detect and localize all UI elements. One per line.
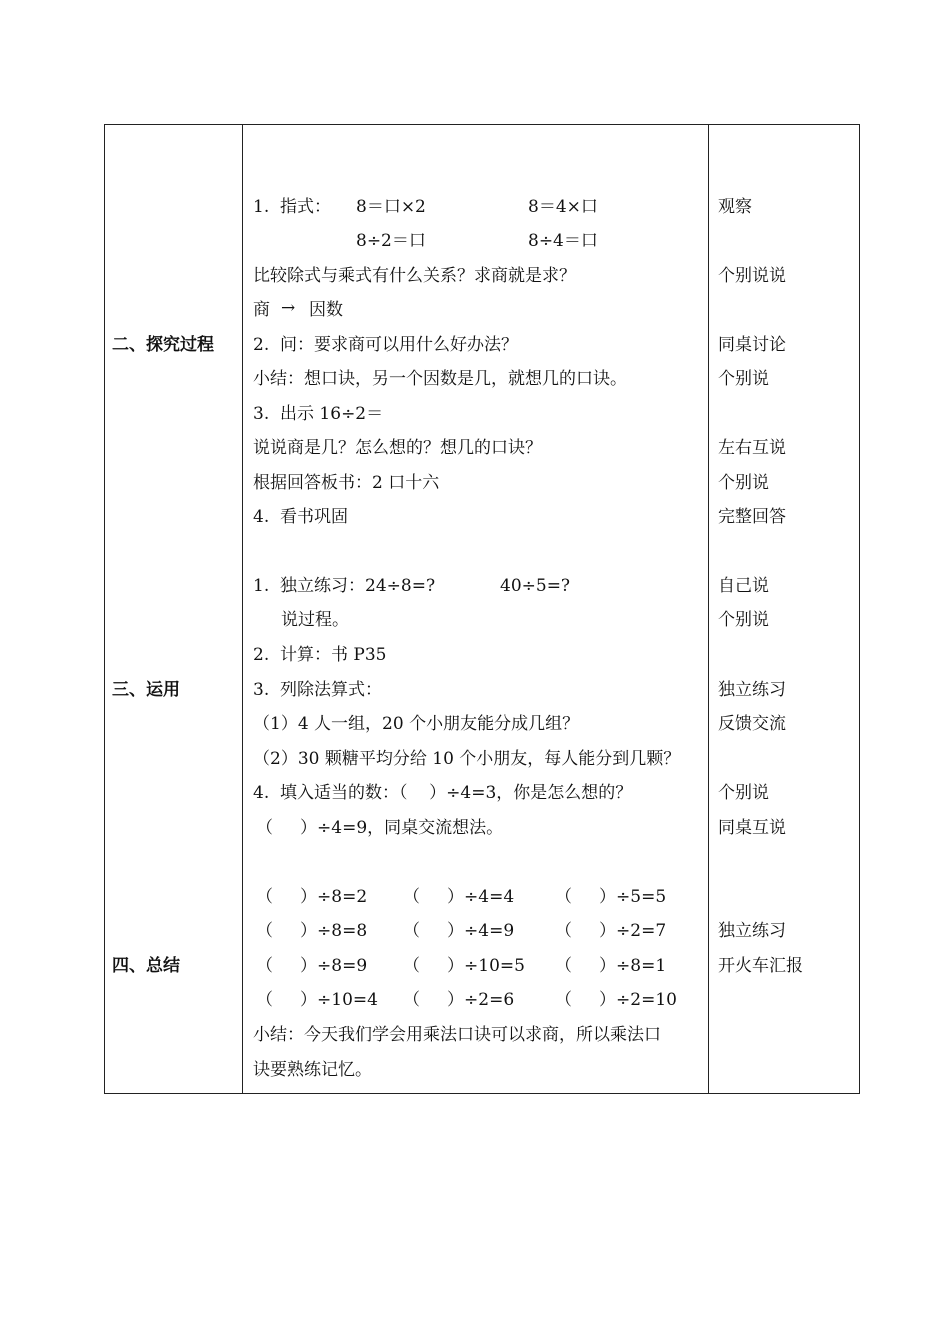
- apply-line-5: （1）4 人一组，20 个小朋友能分成几组？: [253, 714, 580, 734]
- explore-line-10: 4. 看书巩固: [253, 507, 349, 527]
- activity-item: 个别说: [718, 783, 769, 803]
- explore-line-9: 根据回答板书：2 口十六: [253, 473, 440, 493]
- summary-conclusion-1: 小结：今天我们学会用乘法口诀可以求商，所以乘法口: [253, 1025, 661, 1045]
- explore-line-8: 说说商是几？怎么想的？想几的口诀？: [253, 438, 542, 458]
- section-summary: 四、总结: [112, 956, 180, 976]
- apply-line-7: 4. 填入适当的数：（ ）÷4=3，你是怎么想的？: [253, 783, 633, 803]
- activity-item: 开火车汇报: [718, 956, 803, 976]
- summary-cell: （ ）÷8=9: [256, 956, 368, 976]
- explore-line-6: 小结：想口诀，另一个因数是几，就想几的口诀。: [253, 369, 627, 389]
- activity-item: 左右互说: [718, 438, 786, 458]
- arrow-icon: →: [281, 298, 296, 318]
- section-apply: 三、运用: [112, 680, 180, 700]
- explore-line-3: 比较除式与乘式有什么关系？求商就是求？: [253, 266, 576, 286]
- summary-cell: （ ）÷4=4: [403, 887, 515, 907]
- activity-item: 完整回答: [718, 507, 786, 527]
- activity-item: 同桌讨论: [718, 335, 786, 355]
- summary-cell: （ ）÷2=10: [555, 990, 677, 1010]
- explore-line-2-a: 8÷2＝口: [356, 231, 426, 251]
- activity-item: 自己说: [718, 576, 769, 596]
- activity-item: 个别说说: [718, 266, 786, 286]
- summary-cell: （ ）÷8=2: [256, 887, 368, 907]
- explore-line-7: 3. 出示 16÷2＝: [253, 404, 384, 424]
- summary-cell: （ ）÷8=1: [555, 956, 667, 976]
- column-divider-1: [242, 125, 243, 1093]
- explore-line-4-b: 因数: [309, 300, 343, 320]
- summary-conclusion-2: 诀要熟练记忆。: [253, 1060, 372, 1080]
- summary-cell: （ ）÷2=6: [403, 990, 515, 1010]
- summary-cell: （ ）÷10=5: [403, 956, 525, 976]
- summary-cell: （ ）÷4=9: [403, 921, 515, 941]
- activity-item: 个别说: [718, 369, 769, 389]
- apply-line-8: （ ）÷4=9，同桌交流想法。: [256, 818, 504, 838]
- explore-line-5: 2. 问：要求商可以用什么好办法？: [253, 335, 519, 355]
- explore-line-1-b: 8＝4×口: [528, 197, 598, 217]
- activity-item: 个别说: [718, 473, 769, 493]
- apply-line-4: 3. 列除法算式：: [253, 680, 383, 700]
- apply-line-3: 2. 计算：书 P35: [253, 645, 387, 665]
- summary-cell: （ ）÷10=4: [256, 990, 378, 1010]
- activity-item: 独立练习: [718, 680, 786, 700]
- explore-line-1-a: 8＝口×2: [356, 197, 426, 217]
- activity-item: 同桌互说: [718, 818, 786, 838]
- apply-line-6: （2）30 颗糖平均分给 10 个小朋友，每人能分到几颗？: [253, 749, 681, 769]
- summary-cell: （ ）÷5=5: [555, 887, 667, 907]
- section-explore: 二、探究过程: [112, 335, 214, 355]
- apply-line-1-a: 1. 独立练习：24÷8=?: [253, 576, 436, 596]
- explore-line-1-label: 1. 指式：: [253, 197, 332, 217]
- activity-item: 独立练习: [718, 921, 786, 941]
- activity-item: 观察: [718, 197, 752, 217]
- apply-line-2: 说过程。: [281, 610, 349, 630]
- activity-item: 反馈交流: [718, 714, 786, 734]
- summary-cell: （ ）÷8=8: [256, 921, 368, 941]
- apply-line-1-b: 40÷5=?: [500, 576, 571, 596]
- column-divider-2: [708, 125, 709, 1093]
- activity-item: 个别说: [718, 610, 769, 630]
- explore-line-2-b: 8÷4＝口: [528, 231, 598, 251]
- explore-line-4-a: 商: [253, 300, 270, 320]
- summary-cell: （ ）÷2=7: [555, 921, 667, 941]
